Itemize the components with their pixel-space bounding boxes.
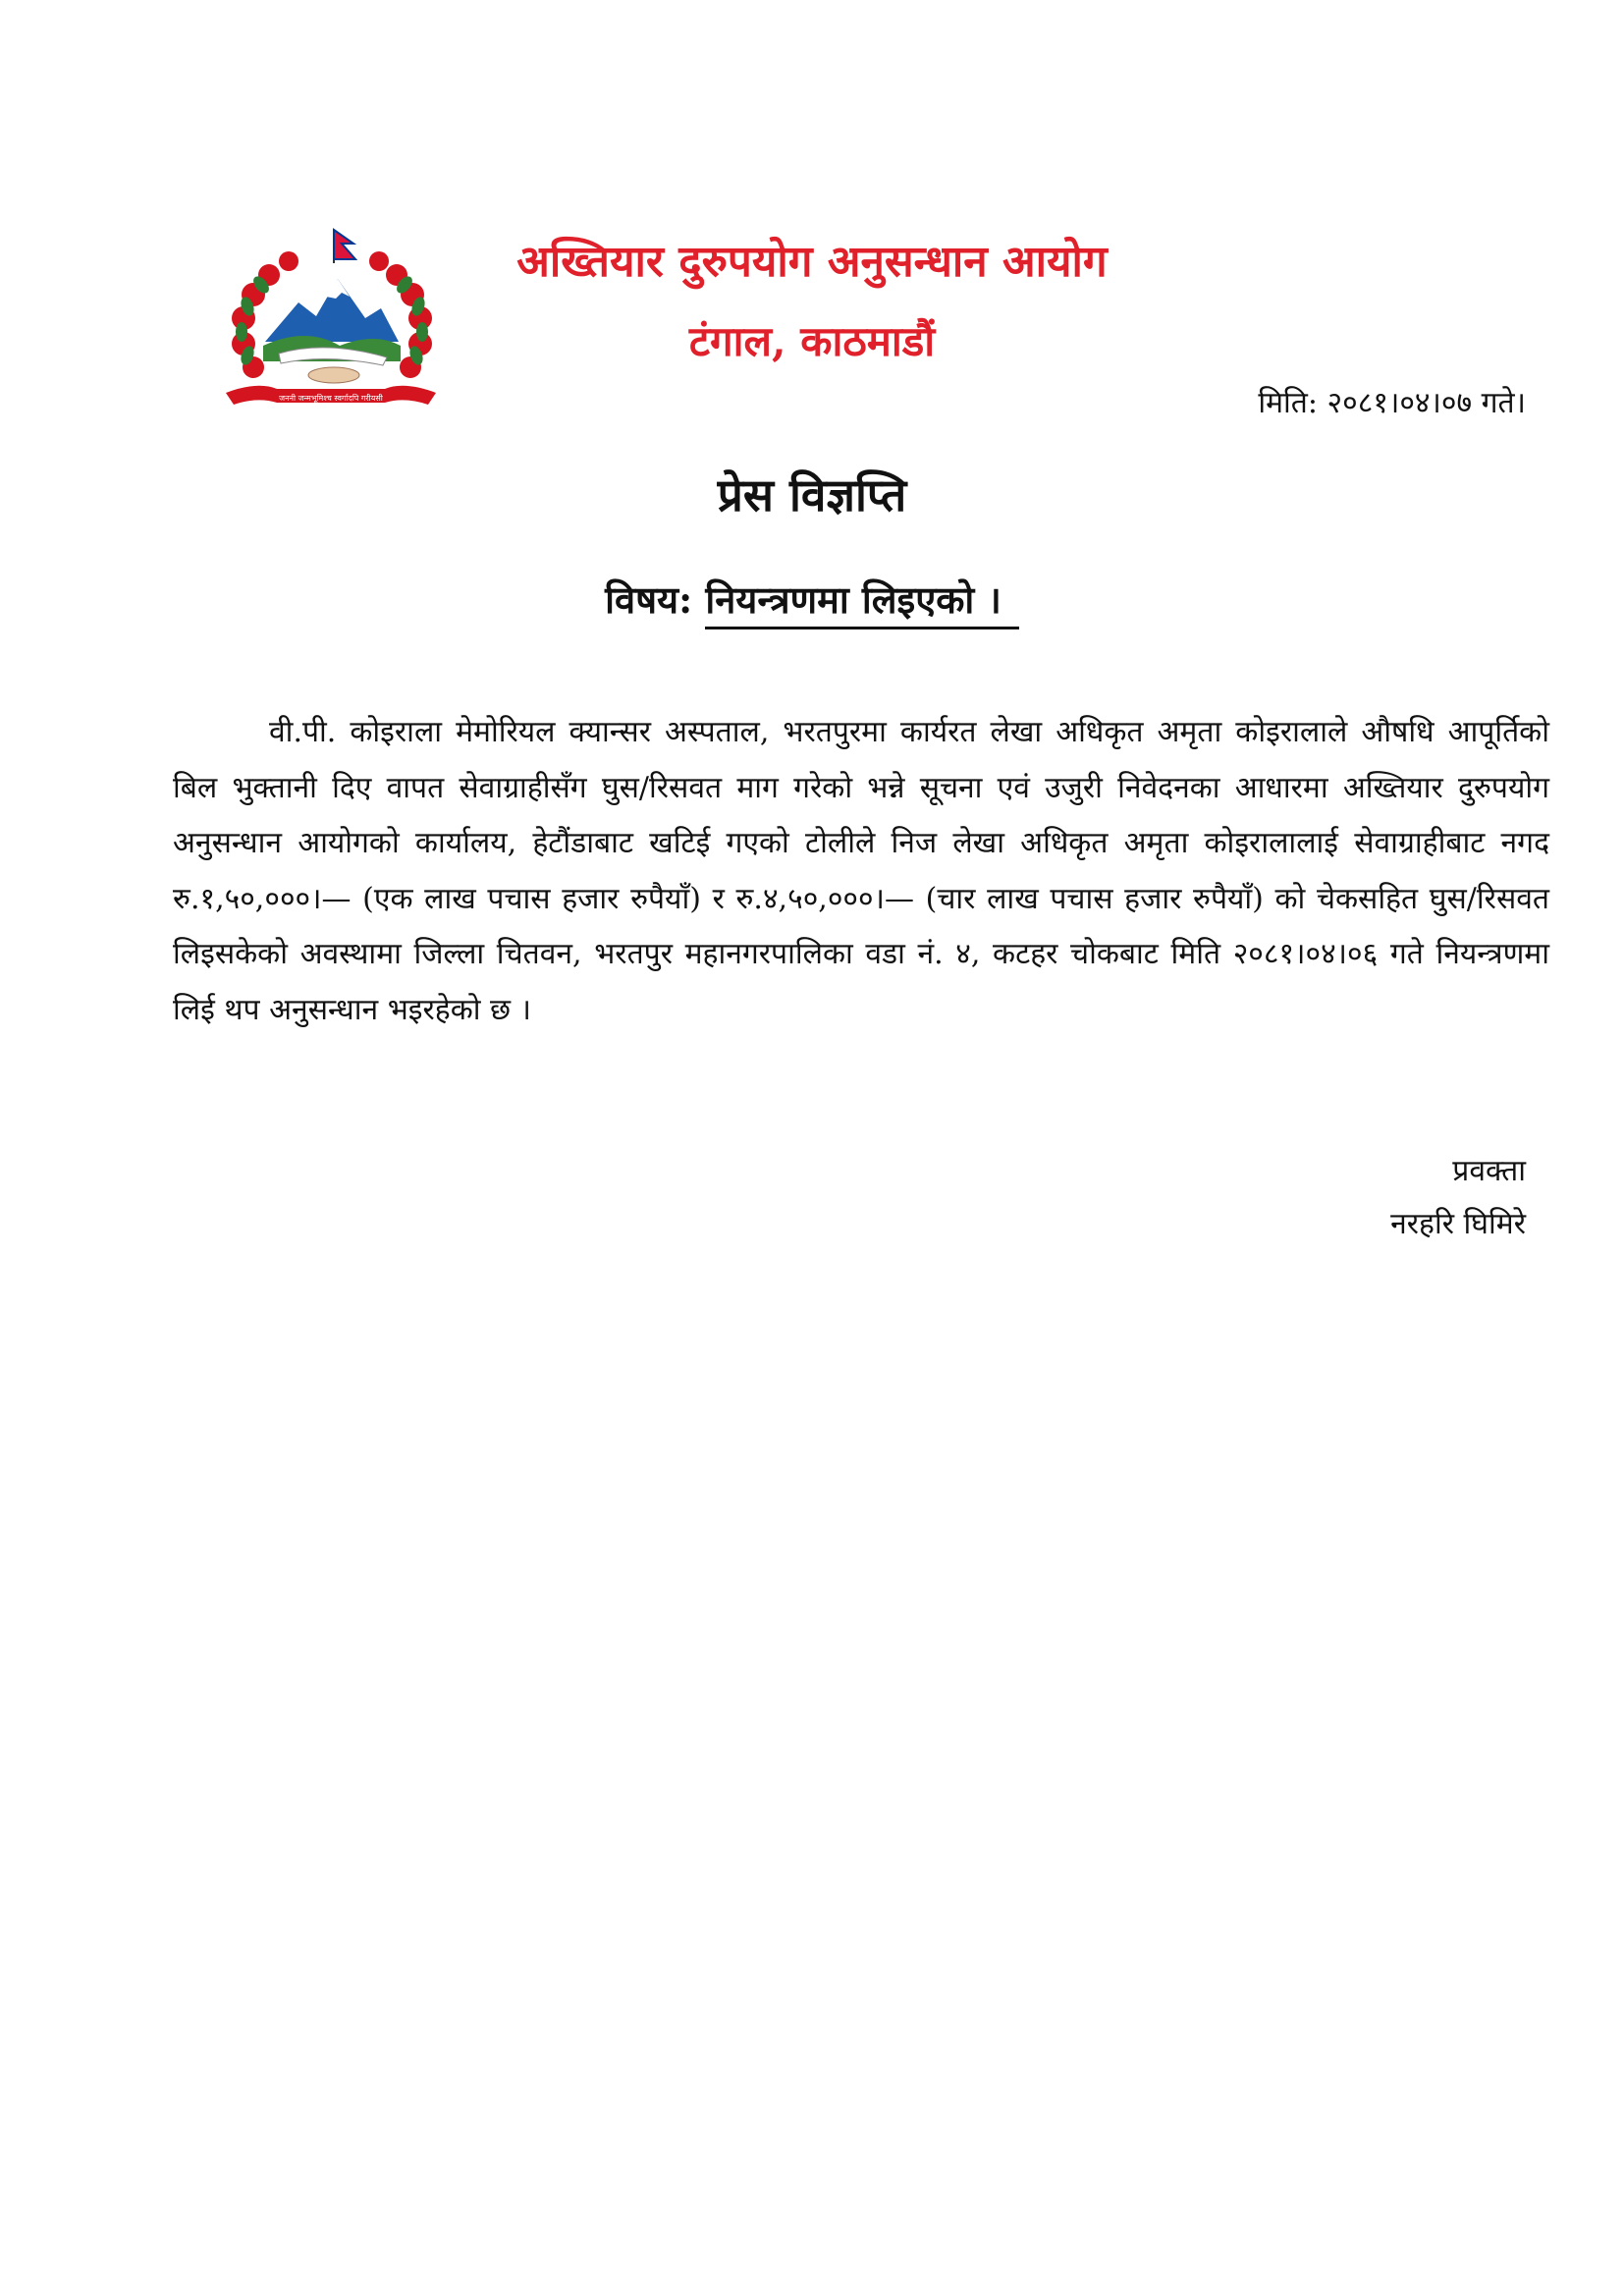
signatory-role: प्रवक्ता xyxy=(1452,1154,1526,1188)
body-paragraph: वी.पी. कोइराला मेमोरियल क्यान्सर अस्पताल, भरतपुरमा कार्यरत लेखा अधिकृत अमृता कोइरालाले औषधि आपूर्तिको बिल भुक्तानी दिए वापत सेवाग्राहीसँग घुस/रिसवत माग गरेको भन्ने सूचना एवं उजुरी निवेदनका आधारमा अख्तियार दुरुपयोग अनुसन्धान आयोगको कार्यालय, हेटौंडाबाट खटिई गएको टोलीले निज लेखा अधिकृत अमृता कोइरालालाई सेवाग्राहीबाट नगद रु.१,५०,०००।— (एक लाख पचास हजार रुपैयाँ) र रु.४,५०,०००।— (चार लाख पचास हजार रुपैयाँ) को चेकसहित घुस/रिसवत लिइसकेको अवस्थामा जिल्ला चितवन, भरतपुर महानगरपालिका वडा नं. ४, कटहर चोकबाट मिति २०८१।०४।०६ गते नियन्त्रणमा लिई थप अनुसन्धान भइरहेको छ । xyxy=(173,715,1550,1027)
page-title: प्रेस विज्ञप्ति xyxy=(717,468,907,521)
org-address: टंगाल, काठमाडौं xyxy=(688,317,936,365)
date-line: मिति: २०८१।०४।०७ गते। xyxy=(1258,386,1526,420)
emblem-ribbon-text: जननी जन्मभूमिश्च स्वर्गादपि गरीयसी xyxy=(279,394,383,403)
subject-label: विषय: xyxy=(605,577,693,622)
subject-line xyxy=(0,574,1624,629)
org-name: अख्तियार दुरुपयोग अनुसन्धान आयोग xyxy=(516,237,1108,287)
subject-value: नियन्त्रणमा लिइएको । xyxy=(705,574,1019,629)
signature-block xyxy=(1390,1145,1526,1251)
signatory-name: नरहरि घिमिरे xyxy=(1390,1207,1526,1241)
